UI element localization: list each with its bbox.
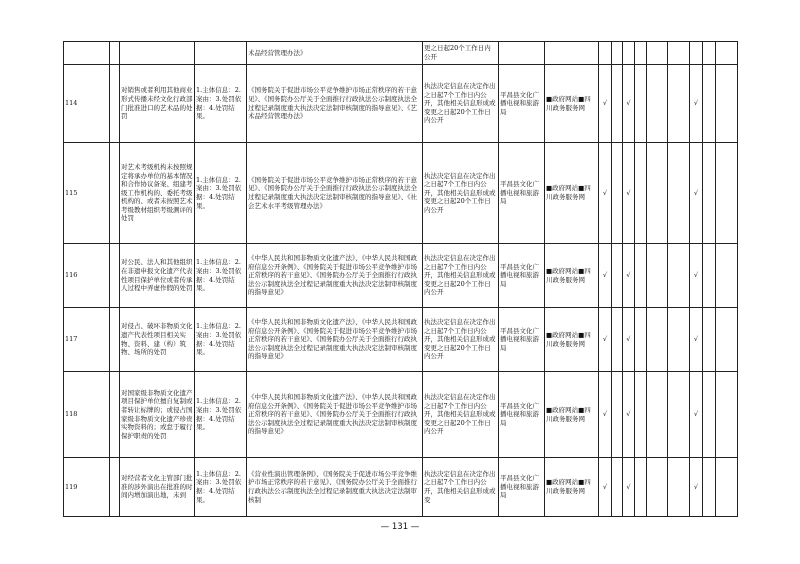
basis-cell: 术品经营管理办法》 <box>247 42 423 65</box>
content-cell: 1.主体信息：2.案由：3.处罚依据：4.处罚结果。 <box>195 65 247 143</box>
check-cell: √ <box>599 244 612 308</box>
empty-cell <box>716 244 738 308</box>
empty-cell <box>647 65 668 143</box>
channel-cell: ■政府网站■四川政务服务网 <box>545 458 599 517</box>
empty-cell <box>668 308 690 372</box>
empty-cell <box>703 308 716 372</box>
check-cell: √ <box>599 143 612 244</box>
empty-cell <box>612 143 623 244</box>
check-cell: √ <box>599 372 612 458</box>
time-cell: 执法决定信息在决定作出之日起7个工作日内公开，其他相关信息形成或变更之日起20个工作日内公开 <box>423 372 499 458</box>
check-cell: √ <box>623 372 635 458</box>
time-cell: 更之日起20个工作日内公开 <box>423 42 499 65</box>
dept-cell: 平昌县文化广播电视和旅游局 <box>499 143 545 244</box>
check-cell: √ <box>623 143 635 244</box>
check-cell: √ <box>690 143 703 244</box>
empty-cell <box>716 458 738 517</box>
check-cell: √ <box>690 244 703 308</box>
row-number: 119 <box>64 458 110 517</box>
empty-cell <box>716 308 738 372</box>
empty-cell <box>647 458 668 517</box>
empty-cell <box>635 244 647 308</box>
check-cell: √ <box>623 65 635 143</box>
item-cell: 对经营者文化主管部门批准的涉外演出在批准的时间内增加演出地，未到 <box>120 458 195 517</box>
empty-cell <box>703 244 716 308</box>
item-cell: 对销售或者利用其他商业形式传播未经文化行政部门批准进口的艺术品的处罚 <box>120 65 195 143</box>
channel-cell: ■政府网站■四川政务服务网 <box>545 244 599 308</box>
empty-cell <box>647 372 668 458</box>
empty-cell <box>612 458 623 517</box>
empty-cell <box>635 372 647 458</box>
table-row <box>64 65 738 143</box>
empty-cell <box>668 458 690 517</box>
dept-cell: 平昌县文化广播电视和旅游局 <box>499 458 545 517</box>
empty-cell <box>647 143 668 244</box>
row-number: 118 <box>64 372 110 458</box>
basis-cell: 《国务院关于促进市场公平竞争维护市场正常秩序的若干意见》、《国务院办公厅关于全面推行行政执法公示制度执法全过程记录制度重大执法决定法制审核制度的指导意见》、《艺术品经营管理办法》 <box>247 65 423 143</box>
empty-cell <box>612 372 623 458</box>
item-cell: 对公民、法人和其他组织在非遗申报文化遗产代表性项目保护单位或者传承人过程中弄虚作假的处罚 <box>120 244 195 308</box>
time-cell: 执法决定信息在决定作出之日起7个工作日内公开，其他相关信息形成或变更之日起20个工作日内公开 <box>423 244 499 308</box>
empty-cell <box>703 65 716 143</box>
item-cell: 对侵占、破坏非物质文化遗产代表性项目相关实物、资料、建（构）筑物、场所的处罚 <box>120 308 195 372</box>
channel-cell: ■政府网站■四川政务服务网 <box>545 308 599 372</box>
check-cell: √ <box>690 372 703 458</box>
empty-cell <box>110 308 120 372</box>
empty-cell <box>668 372 690 458</box>
time-cell: 执法决定信息在决定作出之日起7个工作日内公开，其他相关信息形成或变更之日起20个工作日内公开 <box>423 65 499 143</box>
table-row <box>64 143 738 244</box>
empty-cell <box>647 308 668 372</box>
table-row <box>64 458 738 517</box>
content-cell: 1.主体信息：2.案由：3.处罚依据：4.处罚结果。 <box>195 308 247 372</box>
channel-cell: ■政府网站■四川政务服务网 <box>545 372 599 458</box>
empty-cell <box>647 244 668 308</box>
empty-cell <box>110 372 120 458</box>
basis-cell: 《中华人民共和国非物质文化遗产法》、《中华人民共和国政府信息公开条例》、《国务院关于促进市场公平竞争维护市场正常秩序的若干意见》、《国务院办公厅关于全面推行行政执法公示制度执法全过程记录制度重大执法决定法制审核制度的指导意见》 <box>247 372 423 458</box>
time-cell: 执法决定信息在决定作出之日起7个工作日内公开，其他相关信息形成或变 <box>423 458 499 517</box>
table-row <box>64 42 738 65</box>
dept-cell: 平昌县文化广播电视和旅游局 <box>499 244 545 308</box>
empty-cell <box>612 65 623 143</box>
row-number: 115 <box>64 143 110 244</box>
content-cell: 1.主体信息：2.案由：3.处罚依据：4.处罚结果。 <box>195 458 247 517</box>
channel-cell: ■政府网站■四川政务服务网 <box>545 65 599 143</box>
empty-cell <box>635 308 647 372</box>
dept-cell: 平昌县文化广播电视和旅游局 <box>499 65 545 143</box>
empty-cell <box>703 458 716 517</box>
check-cell: √ <box>690 65 703 143</box>
disclosure-table <box>63 41 738 517</box>
empty-cell <box>716 372 738 458</box>
empty-cell <box>110 244 120 308</box>
empty-cell <box>703 372 716 458</box>
empty-cell <box>635 65 647 143</box>
time-cell: 执法决定信息在决定作出之日起7个工作日内公开，其他相关信息形成或变更之日起20个工作日内公开 <box>423 308 499 372</box>
basis-cell: 《中华人民共和国非物质文化遗产法》、《中华人民共和国政府信息公开条例》、《国务院关于促进市场公平竞争维护市场正常秩序的若干意见》、《国务院办公厅关于全面推行行政执法公示制度执法全过程记录制度重大执法决定法制审核制度的指导意见》 <box>247 308 423 372</box>
empty-cell <box>716 65 738 143</box>
empty-cell <box>703 143 716 244</box>
check-cell: √ <box>623 244 635 308</box>
empty-cell <box>668 143 690 244</box>
empty-cell <box>668 244 690 308</box>
empty-cell <box>668 65 690 143</box>
table-row <box>64 372 738 458</box>
empty-cell <box>612 244 623 308</box>
table-row <box>64 308 738 372</box>
dept-cell: 平昌县文化广播电视和旅游局 <box>499 372 545 458</box>
check-cell: √ <box>599 308 612 372</box>
basis-cell: 《国务院关于促进市场公平竞争维护市场正常秩序的若干意见》、《国务院办公厅关于全面推行行政执法公示制度执法全过程记录制度重大执法决定法制审核制度的指导意见》、《社会艺术水平考级管理办法》 <box>247 143 423 244</box>
empty-cell <box>716 143 738 244</box>
check-cell: √ <box>690 308 703 372</box>
basis-cell: 《中华人民共和国非物质文化遗产法》、《中华人民共和国政府信息公开条例》、《国务院关于促进市场公平竞争维护市场正常秩序的若干意见》、《国务院办公厅关于全面推行行政执法公示制度执法全过程记录制度重大执法决定法制审核制度的指导意见》 <box>247 244 423 308</box>
empty-cell <box>110 65 120 143</box>
empty-cell <box>612 308 623 372</box>
empty-cell <box>110 143 120 244</box>
time-cell: 执法决定信息在决定作出之日起7个工作日内公开，其他相关信息形成或变更之日起20个工作日内公开 <box>423 143 499 244</box>
table-row <box>64 244 738 308</box>
item-cell: 对艺术考级机构未按照规定将承办单位的基本情况和合作协议备案、组建考级工作机构的、委托考级机构的、或者未按照艺术考级教材组织考级测评的处罚 <box>120 143 195 244</box>
row-number: 117 <box>64 308 110 372</box>
page-number: — 131 — <box>380 522 420 532</box>
channel-cell: ■政府网站■四川政务服务网 <box>545 143 599 244</box>
basis-cell: 《营业性演出管理条例》、《国务院关于促进市场公平竞争维护市场正常秩序的若干意见》、《国务院办公厅关于全面推行行政执法公示制度执法全过程记录制度重大执法决定法制审核制 <box>247 458 423 517</box>
item-cell: 对国家级非物质文化遗产项目保护单位擅自复制或者转让标牌的；或侵占国家级非物质文化遗产珍贵实物资料的；或怠于履行保护职责的处罚 <box>120 372 195 458</box>
check-cell: √ <box>690 458 703 517</box>
row-number: 114 <box>64 65 110 143</box>
content-cell: 1.主体信息：2.案由：3.处罚依据：4.处罚结果。 <box>195 143 247 244</box>
check-cell: √ <box>623 308 635 372</box>
row-number: 116 <box>64 244 110 308</box>
empty-cell <box>635 143 647 244</box>
dept-cell: 平昌县文化广播电视和旅游局 <box>499 308 545 372</box>
content-cell: 1.主体信息：2.案由：3.处罚依据：4.处罚结果。 <box>195 244 247 308</box>
empty-cell <box>635 458 647 517</box>
empty-cell <box>110 458 120 517</box>
check-cell: √ <box>599 458 612 517</box>
check-cell: √ <box>623 458 635 517</box>
check-cell: √ <box>599 65 612 143</box>
content-cell: 1.主体信息：2.案由：3.处罚依据：4.处罚结果。 <box>195 372 247 458</box>
